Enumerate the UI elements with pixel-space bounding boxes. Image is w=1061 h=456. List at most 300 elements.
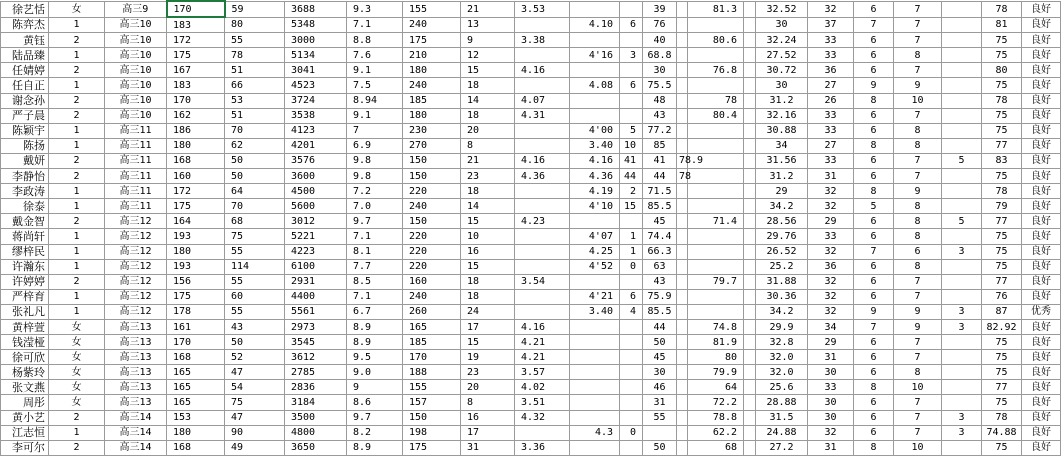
table-cell[interactable]: 32.52 — [756, 1, 808, 17]
table-cell[interactable]: 18 — [461, 289, 515, 304]
table-cell[interactable]: 157 — [403, 395, 461, 410]
table-cell[interactable]: 4500 — [285, 184, 347, 199]
table-cell[interactable] — [677, 48, 688, 63]
table-cell[interactable]: 5134 — [285, 48, 347, 63]
table-cell[interactable] — [570, 319, 620, 334]
table-cell[interactable]: 50 — [643, 335, 677, 350]
table-cell[interactable]: 30 — [808, 395, 854, 410]
table-cell[interactable]: 良好 — [1022, 123, 1061, 138]
table-cell[interactable]: 9 — [854, 304, 894, 319]
table-cell[interactable]: 54 — [225, 380, 285, 395]
table-cell[interactable]: 优秀 — [1022, 304, 1061, 319]
table-cell[interactable]: 68.8 — [643, 48, 677, 63]
table-cell[interactable] — [515, 138, 570, 153]
table-cell[interactable]: 女 — [49, 319, 105, 334]
table-cell[interactable]: 1 — [49, 304, 105, 319]
student-name-cell[interactable]: 任自正 — [1, 78, 49, 93]
table-cell[interactable]: 41 — [643, 153, 677, 168]
table-cell[interactable]: 175 — [167, 289, 225, 304]
table-cell[interactable]: 8.6 — [347, 395, 403, 410]
table-cell[interactable]: 27 — [808, 78, 854, 93]
table-cell[interactable]: 2836 — [285, 380, 347, 395]
table-cell[interactable]: 85.5 — [643, 199, 677, 214]
table-cell[interactable]: 170 — [167, 93, 225, 108]
table-cell[interactable]: 高三10 — [105, 33, 167, 48]
table-cell[interactable]: 良好 — [1022, 380, 1061, 395]
table-cell[interactable]: 270 — [403, 138, 461, 153]
table-cell[interactable]: 33 — [808, 33, 854, 48]
table-cell[interactable]: 75 — [982, 229, 1022, 244]
table-cell[interactable]: 7 — [894, 169, 942, 184]
table-cell[interactable]: 高三13 — [105, 395, 167, 410]
table-cell[interactable]: 9 — [894, 304, 942, 319]
table-cell[interactable] — [620, 214, 643, 229]
table-cell[interactable]: 15 — [620, 199, 643, 214]
table-cell[interactable]: 85 — [643, 138, 677, 153]
student-name-cell[interactable]: 许婷婷 — [1, 274, 49, 289]
table-cell[interactable] — [744, 244, 756, 259]
table-cell[interactable]: 78 — [677, 169, 688, 184]
table-cell[interactable]: 5 — [942, 153, 982, 168]
table-cell[interactable]: 30.88 — [756, 123, 808, 138]
table-cell[interactable] — [570, 108, 620, 123]
table-cell[interactable] — [677, 78, 688, 93]
table-cell[interactable]: 18 — [461, 184, 515, 199]
table-cell[interactable]: 8.9 — [347, 440, 403, 455]
table-cell[interactable]: 34 — [808, 319, 854, 334]
table-cell[interactable]: 175 — [403, 33, 461, 48]
table-cell[interactable]: 高三13 — [105, 335, 167, 350]
table-cell[interactable]: 150 — [403, 214, 461, 229]
table-cell[interactable] — [620, 319, 643, 334]
table-cell[interactable]: 210 — [403, 48, 461, 63]
table-cell[interactable]: 180 — [167, 138, 225, 153]
table-cell[interactable]: 80.4 — [688, 108, 744, 123]
table-cell[interactable]: 180 — [167, 425, 225, 440]
table-cell[interactable] — [942, 274, 982, 289]
table-cell[interactable]: 240 — [403, 289, 461, 304]
table-cell[interactable]: 9 — [894, 319, 942, 334]
table-cell[interactable]: 75 — [225, 229, 285, 244]
table-cell[interactable]: 7 — [894, 425, 942, 440]
table-cell[interactable]: 78 — [982, 410, 1022, 425]
table-cell[interactable]: 52 — [225, 350, 285, 365]
table-cell[interactable]: 3012 — [285, 214, 347, 229]
table-cell[interactable]: 25.2 — [756, 259, 808, 274]
table-cell[interactable]: 75 — [982, 78, 1022, 93]
table-cell[interactable]: 1 — [49, 244, 105, 259]
table-cell[interactable]: 165 — [167, 365, 225, 380]
table-cell[interactable]: 良好 — [1022, 410, 1061, 425]
table-cell[interactable]: 44 — [643, 319, 677, 334]
table-cell[interactable]: 75 — [225, 395, 285, 410]
table-cell[interactable] — [744, 78, 756, 93]
table-cell[interactable]: 172 — [167, 33, 225, 48]
table-cell[interactable] — [744, 259, 756, 274]
table-cell[interactable]: 9 — [461, 33, 515, 48]
table-cell[interactable]: 30.36 — [756, 289, 808, 304]
table-cell[interactable] — [620, 274, 643, 289]
table-cell[interactable]: 34.2 — [756, 304, 808, 319]
table-cell[interactable]: 2 — [49, 410, 105, 425]
table-cell[interactable]: 5 — [942, 214, 982, 229]
table-cell[interactable]: 12 — [461, 48, 515, 63]
table-cell[interactable]: 240 — [403, 78, 461, 93]
table-cell[interactable] — [688, 289, 744, 304]
table-cell[interactable] — [677, 319, 688, 334]
table-cell[interactable]: 75 — [982, 123, 1022, 138]
table-cell[interactable] — [677, 425, 688, 440]
table-cell[interactable]: 良好 — [1022, 153, 1061, 168]
table-cell[interactable]: 32 — [808, 425, 854, 440]
table-cell[interactable]: 76 — [643, 17, 677, 33]
table-cell[interactable]: 1 — [49, 425, 105, 440]
table-cell[interactable]: 81 — [982, 17, 1022, 33]
table-cell[interactable]: 75 — [982, 350, 1022, 365]
table-cell[interactable]: 79.9 — [688, 365, 744, 380]
table-cell[interactable]: 167 — [167, 63, 225, 78]
table-cell[interactable]: 75 — [982, 48, 1022, 63]
table-cell[interactable]: 7 — [854, 244, 894, 259]
table-cell[interactable] — [942, 229, 982, 244]
table-cell[interactable] — [942, 93, 982, 108]
table-cell[interactable]: 7 — [894, 395, 942, 410]
table-cell[interactable] — [570, 214, 620, 229]
table-cell[interactable]: 良好 — [1022, 184, 1061, 199]
table-cell[interactable]: 高三13 — [105, 380, 167, 395]
table-cell[interactable]: 3600 — [285, 169, 347, 184]
table-cell[interactable] — [744, 425, 756, 440]
table-cell[interactable]: 高三11 — [105, 153, 167, 168]
table-cell[interactable] — [744, 380, 756, 395]
table-cell[interactable]: 3.38 — [515, 33, 570, 48]
table-cell[interactable]: 高三10 — [105, 63, 167, 78]
table-cell[interactable] — [744, 395, 756, 410]
table-cell[interactable]: 32.24 — [756, 33, 808, 48]
table-cell[interactable]: 7 — [347, 123, 403, 138]
table-cell[interactable]: 47 — [225, 410, 285, 425]
table-cell[interactable]: 高三10 — [105, 93, 167, 108]
table-cell[interactable]: 高三11 — [105, 169, 167, 184]
table-cell[interactable]: 32 — [808, 184, 854, 199]
table-cell[interactable]: 7 — [894, 410, 942, 425]
table-cell[interactable]: 3612 — [285, 350, 347, 365]
table-cell[interactable] — [677, 440, 688, 455]
table-cell[interactable]: 55 — [225, 274, 285, 289]
table-cell[interactable]: 9.1 — [347, 108, 403, 123]
table-cell[interactable] — [620, 335, 643, 350]
table-cell[interactable]: 168 — [167, 350, 225, 365]
table-cell[interactable] — [620, 33, 643, 48]
table-cell[interactable] — [744, 214, 756, 229]
table-cell[interactable]: 3184 — [285, 395, 347, 410]
table-cell[interactable]: 8 — [894, 199, 942, 214]
table-cell[interactable]: 2 — [49, 274, 105, 289]
table-cell[interactable]: 8 — [854, 380, 894, 395]
table-cell[interactable]: 0 — [620, 425, 643, 440]
table-cell[interactable]: 高三11 — [105, 184, 167, 199]
student-name-cell[interactable]: 李可尔 — [1, 440, 49, 455]
table-cell[interactable]: 82.92 — [982, 319, 1022, 334]
student-name-cell[interactable]: 许瀚东 — [1, 259, 49, 274]
table-cell[interactable]: 150 — [403, 410, 461, 425]
table-cell[interactable]: 8 — [894, 214, 942, 229]
table-cell[interactable]: 3.36 — [515, 440, 570, 455]
table-cell[interactable]: 良好 — [1022, 289, 1061, 304]
student-name-cell[interactable]: 戴妍 — [1, 153, 49, 168]
table-cell[interactable]: 33 — [808, 153, 854, 168]
table-cell[interactable]: 78.8 — [688, 410, 744, 425]
table-cell[interactable]: 51 — [225, 108, 285, 123]
table-cell[interactable]: 1 — [49, 289, 105, 304]
table-cell[interactable]: 高三12 — [105, 214, 167, 229]
table-cell[interactable]: 66.3 — [643, 244, 677, 259]
table-cell[interactable] — [677, 365, 688, 380]
table-cell[interactable]: 64 — [225, 184, 285, 199]
table-cell[interactable] — [942, 123, 982, 138]
table-cell[interactable]: 2785 — [285, 365, 347, 380]
table-cell[interactable]: 9 — [894, 184, 942, 199]
table-cell[interactable]: 33 — [808, 48, 854, 63]
table-cell[interactable]: 0 — [620, 259, 643, 274]
table-cell[interactable] — [688, 48, 744, 63]
table-cell[interactable]: 3538 — [285, 108, 347, 123]
table-cell[interactable]: 6 — [854, 274, 894, 289]
table-cell[interactable] — [942, 395, 982, 410]
table-cell[interactable]: 7.5 — [347, 78, 403, 93]
table-cell[interactable]: 46 — [643, 380, 677, 395]
table-cell[interactable]: 2 — [49, 108, 105, 123]
table-cell[interactable]: 3.57 — [515, 365, 570, 380]
table-cell[interactable] — [688, 138, 744, 153]
table-cell[interactable]: 6 — [854, 48, 894, 63]
table-cell[interactable]: 6 — [854, 289, 894, 304]
table-cell[interactable] — [620, 108, 643, 123]
table-cell[interactable]: 4.08 — [570, 78, 620, 93]
table-cell[interactable]: 15 — [461, 214, 515, 229]
table-cell[interactable]: 良好 — [1022, 319, 1061, 334]
table-cell[interactable]: 7 — [894, 1, 942, 17]
table-cell[interactable] — [744, 274, 756, 289]
table-cell[interactable]: 170 — [403, 350, 461, 365]
table-cell[interactable]: 230 — [403, 123, 461, 138]
table-cell[interactable]: 10 — [894, 380, 942, 395]
table-cell[interactable] — [942, 138, 982, 153]
table-cell[interactable]: 15 — [461, 335, 515, 350]
table-cell[interactable]: 女 — [49, 365, 105, 380]
table-cell[interactable] — [942, 169, 982, 184]
table-cell[interactable]: 8 — [894, 259, 942, 274]
table-cell[interactable]: 1 — [620, 229, 643, 244]
table-cell[interactable]: 18 — [461, 108, 515, 123]
table-cell[interactable]: 高三12 — [105, 304, 167, 319]
table-cell[interactable]: 55 — [225, 244, 285, 259]
table-cell[interactable]: 8.8 — [347, 33, 403, 48]
table-cell[interactable]: 170 — [167, 335, 225, 350]
table-cell[interactable]: 28.88 — [756, 395, 808, 410]
table-cell[interactable]: 3576 — [285, 153, 347, 168]
table-cell[interactable]: 72.2 — [688, 395, 744, 410]
table-cell[interactable]: 34 — [756, 138, 808, 153]
table-cell[interactable] — [643, 425, 677, 440]
table-cell[interactable]: 160 — [167, 169, 225, 184]
table-cell[interactable]: 185 — [403, 93, 461, 108]
table-cell[interactable]: 5600 — [285, 199, 347, 214]
table-cell[interactable]: 59 — [225, 1, 285, 17]
table-cell[interactable]: 8 — [894, 48, 942, 63]
table-cell[interactable]: 高三13 — [105, 365, 167, 380]
table-cell[interactable]: 18 — [461, 274, 515, 289]
table-cell[interactable]: 80.6 — [688, 33, 744, 48]
table-cell[interactable]: 31 — [808, 440, 854, 455]
table-cell[interactable] — [744, 365, 756, 380]
table-cell[interactable]: 良好 — [1022, 17, 1061, 33]
table-cell[interactable]: 7.2 — [347, 184, 403, 199]
table-cell[interactable]: 66 — [225, 78, 285, 93]
table-cell[interactable]: 4.16 — [515, 319, 570, 334]
table-cell[interactable]: 1 — [49, 48, 105, 63]
table-cell[interactable] — [744, 229, 756, 244]
table-cell[interactable]: 4'10 — [570, 199, 620, 214]
table-cell[interactable]: 26.52 — [756, 244, 808, 259]
table-cell[interactable]: 8 — [461, 138, 515, 153]
table-cell[interactable]: 1 — [49, 184, 105, 199]
table-cell[interactable]: 30 — [808, 410, 854, 425]
table-cell[interactable] — [515, 289, 570, 304]
table-cell[interactable]: 24 — [461, 304, 515, 319]
table-cell[interactable]: 17 — [461, 319, 515, 334]
table-cell[interactable]: 74.8 — [688, 319, 744, 334]
table-cell[interactable] — [942, 63, 982, 78]
table-cell[interactable]: 7 — [894, 274, 942, 289]
table-cell[interactable]: 7.7 — [347, 259, 403, 274]
table-cell[interactable]: 40 — [643, 33, 677, 48]
table-cell[interactable]: 16 — [461, 410, 515, 425]
table-cell[interactable]: 240 — [403, 17, 461, 33]
table-cell[interactable]: 3724 — [285, 93, 347, 108]
table-cell[interactable]: 4201 — [285, 138, 347, 153]
table-cell[interactable] — [570, 350, 620, 365]
table-cell[interactable]: 50 — [643, 440, 677, 455]
table-cell[interactable] — [620, 63, 643, 78]
table-cell[interactable]: 150 — [403, 153, 461, 168]
table-cell[interactable]: 32 — [808, 1, 854, 17]
table-cell[interactable]: 3650 — [285, 440, 347, 455]
table-cell[interactable] — [677, 184, 688, 199]
table-cell[interactable]: 1 — [49, 17, 105, 33]
table-cell[interactable]: 164 — [167, 214, 225, 229]
table-cell[interactable]: 良好 — [1022, 169, 1061, 184]
table-cell[interactable]: 20 — [461, 123, 515, 138]
table-cell[interactable]: 6 — [854, 214, 894, 229]
table-cell[interactable]: 8.94 — [347, 93, 403, 108]
table-cell[interactable]: 3688 — [285, 1, 347, 17]
table-cell[interactable]: 81.3 — [688, 1, 744, 17]
table-cell[interactable] — [942, 184, 982, 199]
table-cell[interactable]: 2 — [49, 93, 105, 108]
table-cell[interactable]: 高三14 — [105, 410, 167, 425]
table-cell[interactable]: 3500 — [285, 410, 347, 425]
student-name-cell[interactable]: 钱滢桠 — [1, 335, 49, 350]
table-cell[interactable]: 2973 — [285, 319, 347, 334]
table-cell[interactable]: 9.1 — [347, 63, 403, 78]
table-cell[interactable]: 女 — [49, 380, 105, 395]
table-cell[interactable]: 良好 — [1022, 138, 1061, 153]
table-cell[interactable] — [744, 63, 756, 78]
table-cell[interactable]: 9.5 — [347, 350, 403, 365]
table-cell[interactable] — [942, 350, 982, 365]
table-cell[interactable]: 9.8 — [347, 153, 403, 168]
table-cell[interactable]: 50 — [225, 335, 285, 350]
table-cell[interactable]: 68 — [225, 214, 285, 229]
table-cell[interactable]: 180 — [403, 108, 461, 123]
table-cell[interactable]: 4.16 — [570, 153, 620, 168]
table-cell[interactable]: 高三9 — [105, 1, 167, 17]
table-cell[interactable]: 2 — [49, 153, 105, 168]
table-cell[interactable]: 8 — [461, 395, 515, 410]
table-cell[interactable]: 43 — [225, 319, 285, 334]
table-cell[interactable]: 4.25 — [570, 244, 620, 259]
table-cell[interactable] — [942, 17, 982, 33]
table-cell[interactable] — [744, 138, 756, 153]
table-cell[interactable]: 80 — [982, 63, 1022, 78]
table-cell[interactable]: 8 — [894, 229, 942, 244]
table-cell[interactable]: 9.0 — [347, 365, 403, 380]
table-cell[interactable]: 31.88 — [756, 274, 808, 289]
table-cell[interactable]: 1 — [49, 259, 105, 274]
table-cell[interactable]: 6 — [620, 78, 643, 93]
table-cell[interactable]: 9.8 — [347, 169, 403, 184]
table-cell[interactable]: 19 — [461, 350, 515, 365]
table-cell[interactable]: 71.5 — [643, 184, 677, 199]
table-cell[interactable]: 32 — [808, 274, 854, 289]
table-cell[interactable]: 161 — [167, 319, 225, 334]
table-cell[interactable] — [570, 335, 620, 350]
table-cell[interactable]: 7 — [894, 153, 942, 168]
table-cell[interactable]: 18 — [461, 78, 515, 93]
table-cell[interactable]: 175 — [167, 199, 225, 214]
student-name-cell[interactable]: 李政涛 — [1, 184, 49, 199]
table-cell[interactable] — [744, 48, 756, 63]
table-cell[interactable] — [570, 33, 620, 48]
table-cell[interactable]: 80 — [225, 17, 285, 33]
table-cell[interactable]: 5 — [854, 199, 894, 214]
table-cell[interactable]: 33 — [808, 123, 854, 138]
table-cell[interactable]: 4.10 — [570, 17, 620, 33]
table-cell[interactable]: 32.8 — [756, 335, 808, 350]
student-name-cell[interactable]: 周彤 — [1, 395, 49, 410]
table-cell[interactable] — [677, 244, 688, 259]
table-cell[interactable]: 168 — [167, 440, 225, 455]
student-name-cell[interactable]: 黄小艺 — [1, 410, 49, 425]
table-cell[interactable]: 高三14 — [105, 425, 167, 440]
table-cell[interactable]: 48 — [643, 93, 677, 108]
table-cell[interactable]: 8.2 — [347, 425, 403, 440]
student-name-cell[interactable]: 陆品臻 — [1, 48, 49, 63]
table-cell[interactable]: 31 — [643, 395, 677, 410]
table-cell[interactable]: 6 — [854, 410, 894, 425]
student-name-cell[interactable]: 严子晨 — [1, 108, 49, 123]
table-cell[interactable]: 良好 — [1022, 63, 1061, 78]
table-cell[interactable]: 77 — [982, 380, 1022, 395]
table-cell[interactable] — [677, 380, 688, 395]
table-cell[interactable]: 31 — [808, 350, 854, 365]
table-cell[interactable]: 6 — [854, 350, 894, 365]
table-cell[interactable]: 55 — [225, 33, 285, 48]
table-cell[interactable] — [688, 199, 744, 214]
table-cell[interactable] — [677, 350, 688, 365]
student-name-cell[interactable]: 徐泰 — [1, 199, 49, 214]
